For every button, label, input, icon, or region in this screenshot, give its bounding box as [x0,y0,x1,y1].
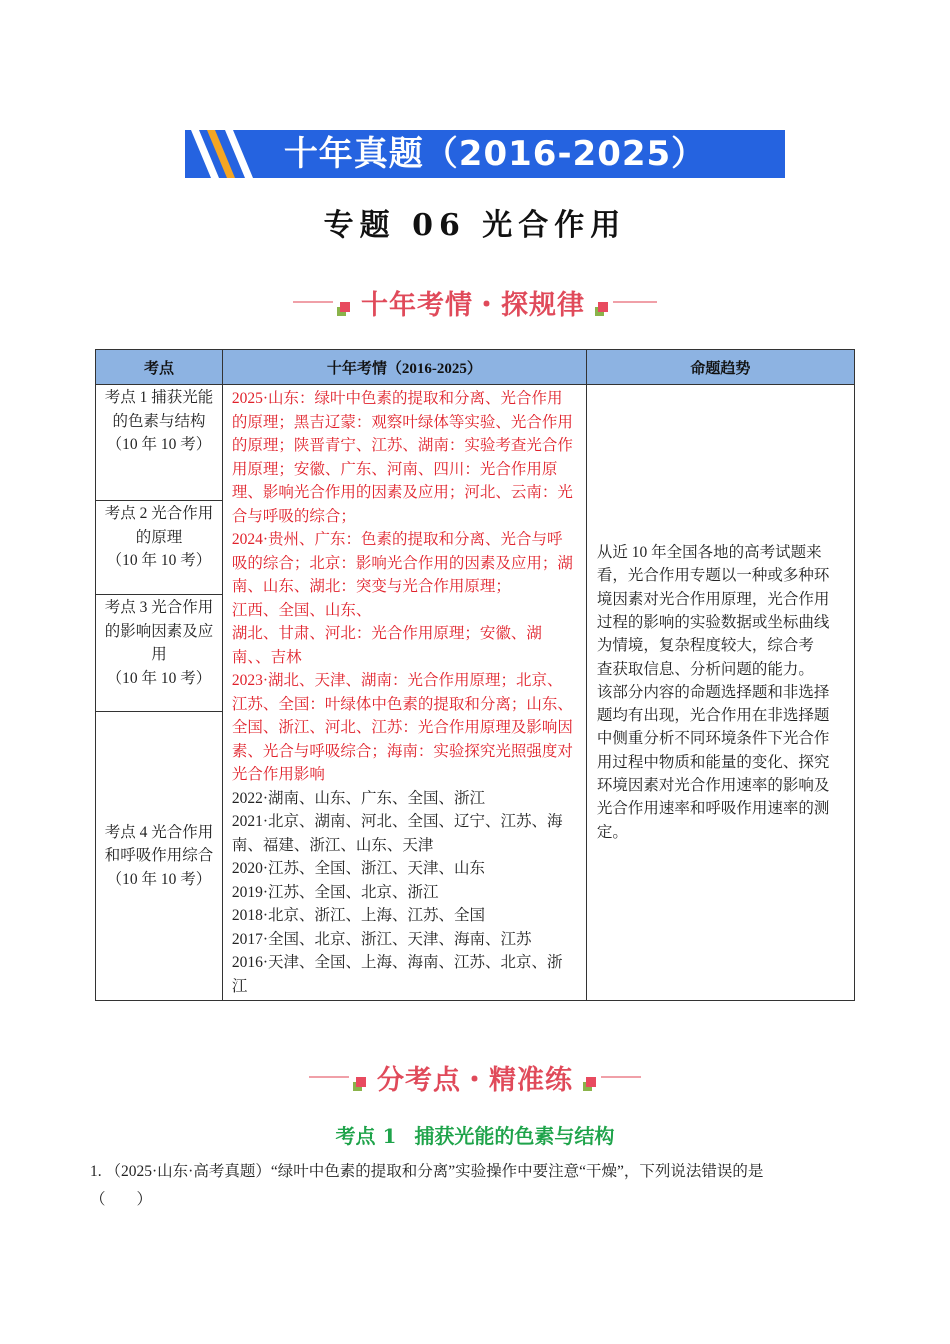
exam-point-label: 考点 4 光合作用和呼吸作用综合 [104,823,214,865]
table-row [96,385,855,501]
exam-point-count: （10 年 10 考） [106,436,212,453]
section-title: 分考点・精准练 [377,1064,573,1096]
header-exam-point: 考点 [96,350,223,385]
history-entry-2020: 2020·江苏、全国、浙江、天津、山东 [231,860,486,877]
header-trend: 命题趋势 [586,350,854,385]
exam-point-count: （10 年 10 考） [106,669,212,687]
exam-point-4 [96,712,223,1001]
topic-title: 专题 06 光合作用 [323,208,627,243]
decor-square-icon [353,1077,367,1091]
exam-point-1 [96,385,223,501]
keypoint-prefix: 考点 1 [335,1124,397,1148]
history-entry-2024: 2024·贵州、广东：色素的提取和分离、光合与呼吸的综合；北京：影响光合作用的因素及应用；湖南、山东、湖北：突变与光合作用原理； [231,531,573,595]
exam-point-2 [96,501,223,595]
history-entry-2023: 2023·湖北、天津、湖南：光合作用原理；北京、江苏、全国：叶绿体中色素的提取和分离；山东、全国、浙江、河北、江苏：光合作用原理及影响因素、光合与呼吸综合；海南：实验探究光照强度对光合作用影响 [231,672,573,783]
decade-exam-banner [185,130,785,178]
exam-point-label: 考点 1 捕获光能的色素与结构 [104,389,214,430]
trend-paragraph-3: 该部分内容的命题选择题和非选择题均有出现，光合作用在非选择题中侧重分析不同环境条件下光合作用过程中物质和能量的变化、探究环境因素对光合作用速率的影响及光合作用速率和呼吸作用速率的测定。 [596,683,830,841]
history-entry-2017: 2017·全国、北京、浙江、天津、海南、江苏 [231,930,532,948]
decor-square-icon [595,302,609,316]
trend-paragraph-1: 从近 10 年全国各地的高考试题来看，光合作用专题以一种或多种环境因素对光合作用原理，光合作用过程的影响的实验数据或坐标曲线为情境，复杂程度较大，综合考 [596,544,830,655]
trend-cell [586,385,854,1001]
header-decade-history: 十年考情（2016-2025） [222,350,586,385]
history-entry-2022: 2022·湖南、山东、广东、全国、浙江 [231,789,486,807]
section-heading-practice [0,1057,950,1097]
table-header-row [96,350,855,385]
history-entry-2021: 2021·北京、湖南、河北、全国、辽宁、江苏、海南、福建、浙江、山东、天津 [231,813,563,854]
decor-line-right [613,301,657,303]
decor-line-left [309,1076,349,1078]
question-text: “绿叶中色素的提取和分离”实验操作中要注意“干燥”，下列说法错误的是 [270,1163,764,1180]
history-entry-2019: 2019·江苏、全国、北京、浙江 [231,883,439,901]
question-source: （2025·山东·高考真题） [105,1163,271,1180]
exam-analysis-table [95,349,855,1001]
banner-title: 十年真题（2016-2025） [283,134,707,174]
history-entry-2018: 2018·北京、浙江、上海、江苏、全国 [231,907,486,924]
question-number: 1. [90,1163,102,1180]
history-entry-2024-cont: 江西、全国、山东、 [231,601,372,619]
exam-point-3 [96,595,223,712]
exam-point-count: （10 年 10 考） [106,870,212,888]
decor-square-icon [583,1077,597,1091]
section-heading-trends [0,282,950,322]
section-title: 十年考情・探规律 [361,289,585,321]
history-entry-2025: 2025·山东：绿叶中色素的提取和分离、光合作用的原理；黑吉辽蒙：观察叶绿体等实验、光合作用的原理；陕晋青宁、江苏、湖南：实验考查光合作用原理；安徽、广东、河南、四川：光合作用原理、影响光合作用的因素及应用；河北、云南：光合与呼吸的综合； [231,390,573,525]
decor-square-icon [337,302,351,316]
answer-blank: （ ） [90,1191,153,1208]
trend-paragraph-2: 查获取信息、分析问题的能力。 [596,660,814,678]
keypoint-title [0,1120,950,1149]
decor-line-left [293,301,333,303]
exam-point-label: 考点 2 光合作用的原理 [104,505,214,546]
decor-line-right [601,1076,641,1078]
exam-point-count: （10 年 10 考） [106,552,212,569]
exam-point-label: 考点 3 光合作用的影响因素及应用 [104,599,214,663]
history-entry-2024-cont2: 湖北、甘肃、河北：光合作用原理；安徽、湖南、、吉林 [231,625,542,666]
history-entry-2016: 2016·天津、全国、上海、海南、江苏、北京、浙江 [231,954,563,995]
question-1 [90,1158,860,1214]
decade-history-cell [222,385,586,1001]
keypoint-name: 捕获光能的色素与结构 [414,1124,615,1148]
